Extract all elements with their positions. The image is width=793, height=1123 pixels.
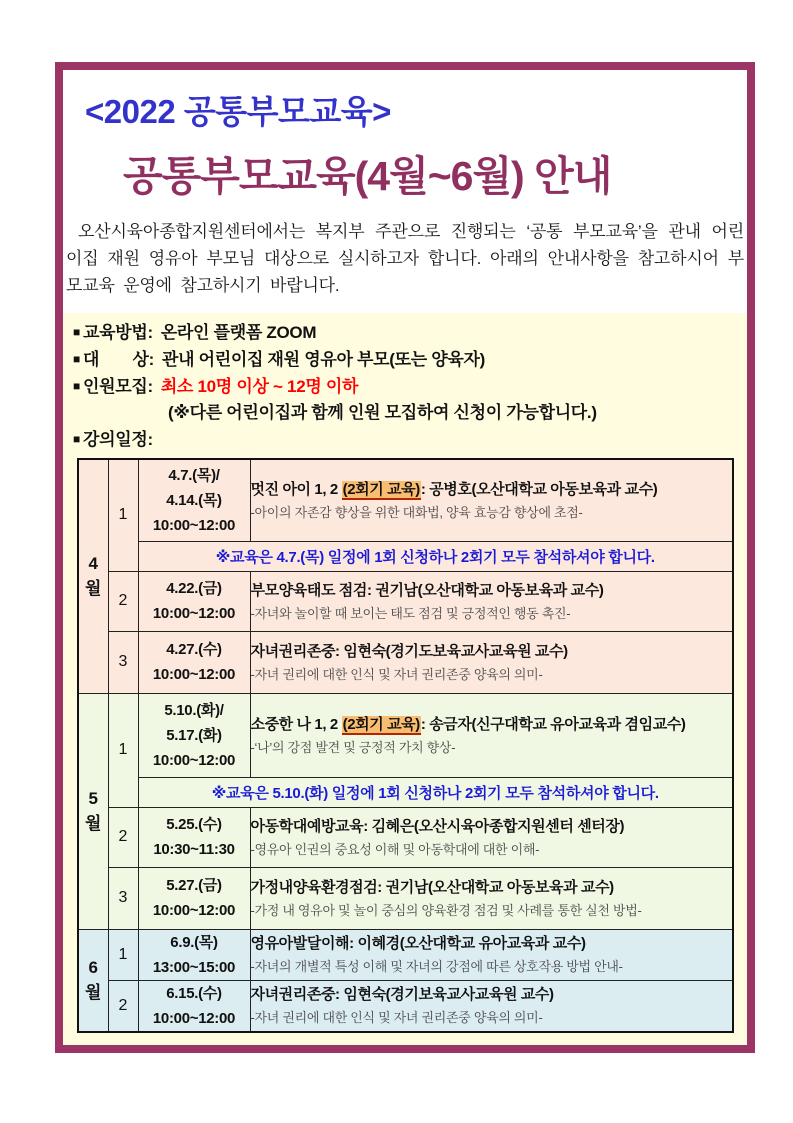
table-row-may-1: [78, 693, 733, 777]
table-row-apr-2: [78, 571, 733, 631]
recruit-count: 최소 10명 이상 ~ 12명 이하: [160, 377, 359, 396]
session-datetime: 4.22.(금) 10:00~12:00: [138, 571, 250, 631]
page-title: 공통부모교육(4월~6월) 안내: [123, 153, 612, 199]
info-item-recruit: [73, 373, 747, 400]
session-description: 멋진 아이 1, 2 (2회기 교육): 공병호(오산대학교 아동보육과 교수) -아이의 자존감 향상을 위한 대화법, 양육 효능감 향상에 초점-: [250, 459, 733, 541]
session-datetime: 6.9.(목) 13:00~15:00: [138, 929, 250, 980]
intro-paragraph: 오산시육아종합지원센터에서는 복지부 주관으로 진행되는 ‘공통 부모교육’을 관내 어린이집 재원 영유아 부모님 대상으로 실시하고자 합니다. 아래의 안내사항을 참고하시어 부모교육 운영에 참고하시기 바랍니다.: [66, 222, 744, 295]
info-label: 대 상:: [82, 350, 154, 369]
session-datetime: 5.27.(금) 10:00~12:00: [138, 867, 250, 929]
session-number: 1: [108, 929, 138, 980]
month-cell-april: 4월: [78, 459, 108, 693]
info-value: 온라인 플랫폼 ZOOM: [160, 323, 317, 342]
schedule-label: 강의일정:: [82, 430, 153, 449]
schedule-table: [77, 458, 734, 1033]
info-label: 교육방법:: [82, 323, 153, 342]
session-number: 1: [108, 693, 138, 807]
session-datetime: 4.27.(수) 10:00~12:00: [138, 631, 250, 693]
month-note-may: ※교육은 5.10.(화) 일정에 1회 신청하나 2회기 모두 참석하셔야 합니다.: [138, 777, 733, 807]
session-description: 부모양육태도 점검: 권기남(오산대학교 아동보육과 교수) -자녀와 놀이할 때 보이는 태도 점검 및 긍정적인 행동 촉진-: [250, 571, 733, 631]
session-datetime: 6.15.(수) 10:00~12:00: [138, 980, 250, 1032]
square-bullet-icon: ■: [73, 432, 80, 446]
info-box: [63, 313, 747, 1045]
info-item-schedule: [73, 426, 747, 453]
title-year: <2022 공통부모교육>: [85, 93, 391, 130]
session-description: 자녀권리존중: 임현숙(경기보육교사교육원 교수) -자녀 권리에 대한 인식 및 자녀 권리존중 양육의 의미-: [250, 980, 733, 1032]
session-number: 2: [108, 807, 138, 867]
session-description: 소중한 나 1, 2 (2회기 교육): 송금자(신구대학교 유아교육과 겸임교수) -‘나’의 강점 발견 및 긍정적 가치 향상-: [250, 693, 733, 777]
square-bullet-icon: ■: [73, 352, 80, 366]
table-row-may-2: [78, 807, 733, 867]
session-number: 2: [108, 980, 138, 1032]
session-description: 자녀권리존중: 임현숙(경기도보육교사교육원 교수) -자녀 권리에 대한 인식 및 자녀 권리존중 양육의 의미-: [250, 631, 733, 693]
info-subnote: (※다른 어린이집과 함께 인원 모집하여 신청이 가능합니다.): [168, 403, 597, 422]
session-description: 영유아발달이해: 이혜경(오산대학교 유아교육과 교수) -자녀의 개별적 특성 이해 및 자녀의 강점에 따른 상호작용 방법 안내-: [250, 929, 733, 980]
info-item-method: [73, 319, 747, 346]
document-frame: [55, 62, 755, 1053]
month-note-april: ※교육은 4.7.(목) 일정에 1회 신청하나 2회기 모두 참석하셔야 합니다.: [138, 541, 733, 571]
session-datetime: 5.25.(수) 10:30~11:30: [138, 807, 250, 867]
session-datetime: 5.10.(화)/ 5.17.(화) 10:00~12:00: [138, 693, 250, 777]
session-number: 1: [108, 459, 138, 571]
table-row-jun-1: [78, 929, 733, 980]
table-row-may-3: [78, 867, 733, 929]
month-cell-june: 6월: [78, 929, 108, 1032]
session-number: 3: [108, 867, 138, 929]
square-bullet-icon: ■: [73, 325, 80, 339]
session-description: 가정내양육환경점검: 권기남(오산대학교 아동보육과 교수) -가정 내 영유아 및 놀이 중심의 양육환경 점검 및 사례를 통한 실천 방법-: [250, 867, 733, 929]
session-number: 2: [108, 571, 138, 631]
table-row-apr-3: [78, 631, 733, 693]
highlight-2session: (2회기 교육): [342, 715, 420, 733]
info-item-target: [73, 346, 747, 373]
table-row-may-note: [78, 777, 733, 807]
highlight-2session: (2회기 교육): [342, 480, 420, 498]
session-description: 아동학대예방교육: 김혜은(오산시육아종합지원센터 센터장) -영유아 인권의 중요성 이해 및 아동학대에 대한 이해-: [250, 807, 733, 867]
info-value: 관내 어린이집 재원 영유아 부모(또는 양육자): [161, 350, 486, 369]
info-label: 인원모집:: [82, 377, 153, 396]
session-number: 3: [108, 631, 138, 693]
table-row-apr-1: [78, 459, 733, 541]
table-row-apr-note: [78, 541, 733, 571]
session-datetime: 4.7.(목)/ 4.14.(목) 10:00~12:00: [138, 459, 250, 541]
square-bullet-icon: ■: [73, 379, 80, 393]
table-row-jun-2: [78, 980, 733, 1032]
month-cell-may: 5월: [78, 693, 108, 929]
